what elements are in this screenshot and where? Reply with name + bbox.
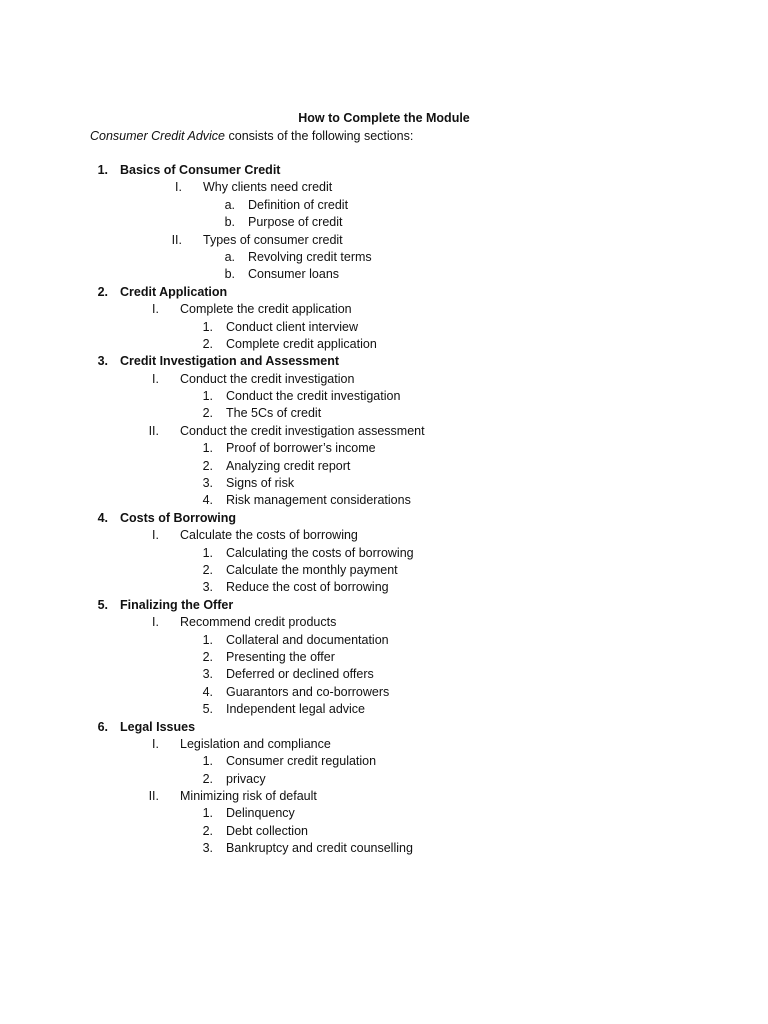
list-marker: I. <box>152 615 159 630</box>
topic-item <box>0 545 768 562</box>
list-marker: 1. <box>202 319 213 334</box>
list-item-text: Conduct the credit investigation assessment <box>180 423 425 438</box>
list-marker: 3. <box>202 476 213 491</box>
list-item-text: Debt collection <box>226 823 308 838</box>
topic-item <box>0 649 768 666</box>
list-item-text: Types of consumer credit <box>203 232 343 247</box>
topic-item <box>0 475 768 492</box>
list-marker: II. <box>148 423 159 438</box>
topic-item <box>0 684 768 701</box>
list-marker: 4. <box>202 684 213 699</box>
list-marker: b. <box>224 215 235 230</box>
list-item-text: Recommend credit products <box>180 615 337 630</box>
list-marker: 1. <box>202 754 213 769</box>
list-marker: 5. <box>202 702 213 717</box>
section-heading <box>0 353 768 370</box>
list-item-text: Risk management considerations <box>226 493 411 508</box>
module-name: Consumer Credit Advice <box>90 129 226 143</box>
section-outline <box>0 162 768 858</box>
list-marker: I. <box>152 528 159 543</box>
subsection-item <box>0 423 768 440</box>
topic-item <box>0 666 768 683</box>
section-heading <box>0 719 768 736</box>
list-item-text: Calculating the costs of borrowing <box>226 545 414 560</box>
list-item-text: privacy <box>226 771 266 786</box>
topic-item <box>0 319 768 336</box>
list-item-text: Bankruptcy and credit counselling <box>226 841 413 856</box>
topic-item <box>0 805 768 822</box>
list-marker: 3. <box>202 667 213 682</box>
subsection-item <box>0 179 768 196</box>
topic-item <box>0 388 768 405</box>
list-item-text: Consumer credit regulation <box>226 754 377 769</box>
list-item-text: Delinquency <box>226 806 295 821</box>
list-item-text: Basics of Consumer Credit <box>120 163 281 177</box>
list-item-text: Credit Investigation and Assessment <box>120 354 340 369</box>
list-marker: 2. <box>202 406 213 421</box>
section-heading <box>0 597 768 614</box>
list-marker: 3. <box>202 841 213 856</box>
topic-item <box>0 197 768 214</box>
page-title: How to Complete the Module <box>298 111 470 125</box>
list-marker: 1. <box>202 545 213 560</box>
list-marker: 4. <box>202 493 213 508</box>
list-marker: 3. <box>202 580 213 595</box>
list-marker: 1. <box>202 806 213 821</box>
list-marker: 2. <box>202 458 213 473</box>
list-marker: 2. <box>202 771 213 786</box>
intro-text: consists of the following sections: <box>225 129 414 143</box>
list-marker: a. <box>224 249 235 264</box>
topic-item <box>0 249 768 266</box>
list-item-text: Proof of borrower’s income <box>226 441 376 456</box>
list-item-text: The 5Cs of credit <box>226 406 322 421</box>
list-item-text: Complete the credit application <box>180 302 352 317</box>
list-item-text: Costs of Borrowing <box>120 510 236 525</box>
section-heading <box>0 284 768 301</box>
list-marker: 4. <box>97 510 108 525</box>
list-item-text: Analyzing credit report <box>226 458 351 473</box>
list-item-text: Revolving credit terms <box>248 249 372 264</box>
list-item-text: Finalizing the Offer <box>120 597 234 612</box>
list-marker: 1. <box>202 389 213 404</box>
list-marker: 1. <box>97 163 108 177</box>
list-marker: 6. <box>97 719 108 734</box>
topic-item <box>0 579 768 596</box>
list-item-text: Deferred or declined offers <box>226 667 374 682</box>
list-marker: 1. <box>202 441 213 456</box>
topic-item <box>0 701 768 718</box>
list-item-text: Legal Issues <box>120 719 196 734</box>
list-marker: I. <box>152 736 159 751</box>
list-item-text: Presenting the offer <box>226 649 335 664</box>
list-item-text: Guarantors and co-borrowers <box>226 684 390 699</box>
topic-item <box>0 336 768 353</box>
intro-paragraph <box>90 128 413 145</box>
list-item-text: Consumer loans <box>248 267 340 282</box>
list-marker: 2. <box>202 562 213 577</box>
list-marker: 2. <box>202 649 213 664</box>
list-marker: 5. <box>97 597 108 612</box>
list-item-text: Why clients need credit <box>203 180 333 195</box>
topic-item <box>0 266 768 283</box>
list-item-text: Complete credit application <box>226 336 377 351</box>
list-item-text: Minimizing risk of default <box>180 789 317 804</box>
list-item-text: Reduce the cost of borrowing <box>226 580 389 595</box>
topic-item <box>0 492 768 509</box>
list-marker: I. <box>152 371 159 386</box>
topic-item <box>0 458 768 475</box>
topic-item <box>0 823 768 840</box>
list-marker: I. <box>152 302 159 317</box>
list-marker: a. <box>224 197 235 212</box>
subsection-item <box>0 614 768 631</box>
list-marker: 1. <box>202 632 213 647</box>
subsection-item <box>0 788 768 805</box>
list-item-text: Legislation and compliance <box>180 736 331 751</box>
list-item-text: Credit Application <box>120 284 228 299</box>
list-item-text: Conduct client interview <box>226 319 359 334</box>
subsection-item <box>0 736 768 753</box>
list-item-text: Definition of credit <box>248 197 349 212</box>
list-item-text: Calculate the costs of borrowing <box>180 528 358 543</box>
list-marker: 3. <box>97 354 108 369</box>
topic-item <box>0 214 768 231</box>
subsection-item <box>0 371 768 388</box>
section-heading <box>0 162 768 179</box>
list-marker: 2. <box>202 336 213 351</box>
list-marker: II. <box>171 232 182 247</box>
list-marker: II. <box>148 789 159 804</box>
list-item-text: Collateral and documentation <box>226 632 389 647</box>
list-item-text: Signs of risk <box>226 476 295 491</box>
list-marker: 2. <box>97 284 108 299</box>
list-marker: I. <box>175 180 182 195</box>
list-marker: 2. <box>202 823 213 838</box>
section-heading <box>0 510 768 527</box>
topic-item <box>0 440 768 457</box>
list-item-text: Purpose of credit <box>248 215 343 230</box>
topic-item <box>0 840 768 857</box>
list-item-text: Independent legal advice <box>226 702 366 717</box>
topic-item <box>0 562 768 579</box>
topic-item <box>0 771 768 788</box>
topic-item <box>0 405 768 422</box>
subsection-item <box>0 301 768 318</box>
topic-item <box>0 632 768 649</box>
list-item-text: Conduct the credit investigation <box>226 389 401 404</box>
topic-item <box>0 753 768 770</box>
subsection-item <box>0 232 768 249</box>
list-item-text: Conduct the credit investigation <box>180 371 355 386</box>
subsection-item <box>0 527 768 544</box>
list-item-text: Calculate the monthly payment <box>226 562 398 577</box>
list-marker: b. <box>224 267 235 282</box>
